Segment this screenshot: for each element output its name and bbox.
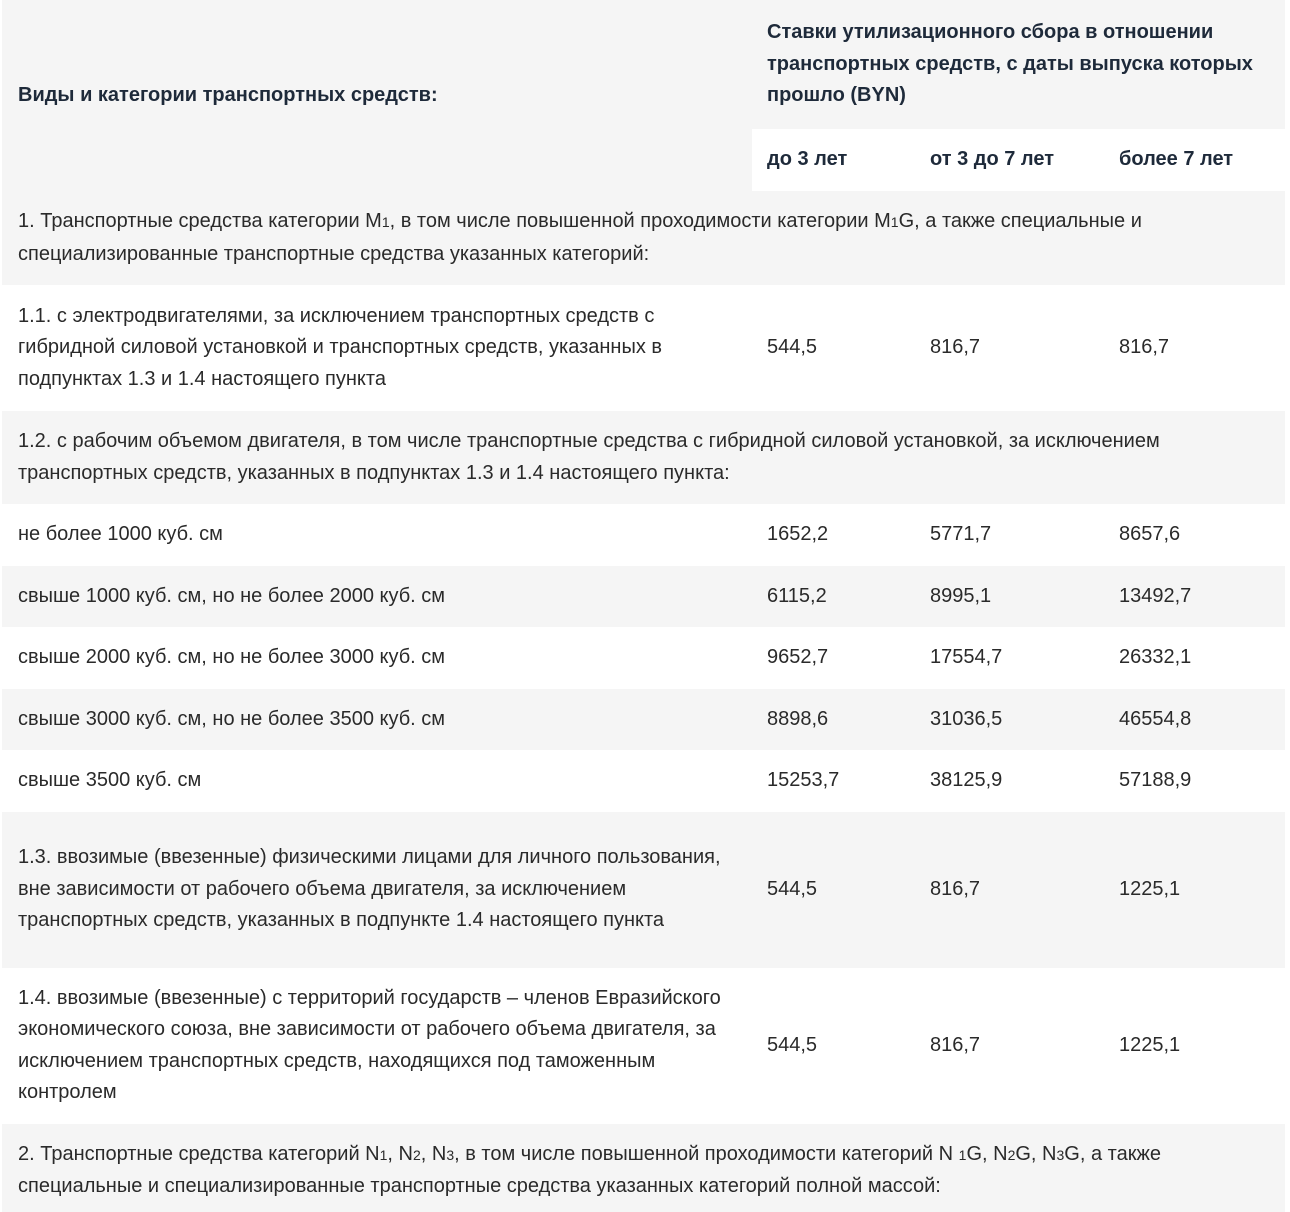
table-row bbox=[2, 627, 1285, 689]
row-label: свыше 2000 куб. см, но не более 3000 куб. см bbox=[2, 627, 752, 689]
vehicle-category-header: Виды и категории транспортных средств: bbox=[2, 0, 752, 191]
table-row-section-2 bbox=[2, 1124, 1285, 1212]
rate-over-7: 1225,1 bbox=[1104, 812, 1285, 968]
rate-over-7: 46554,8 bbox=[1104, 689, 1285, 751]
rate-under-3: 544,5 bbox=[752, 285, 915, 411]
table-row bbox=[2, 504, 1285, 566]
section-heading: 1.2. с рабочим объемом двигателя, в том числе транспортные средства с гибридной силовой установкой, за исключением транспортных средств, указанных в подпунктах 1.3 и 1.4 настоящего пункта: bbox=[2, 411, 1285, 504]
recycling-fee-rates-table bbox=[2, 0, 1285, 1212]
rate-3-to-7: 816,7 bbox=[915, 285, 1104, 411]
rate-over-7: 8657,6 bbox=[1104, 504, 1285, 566]
table-row bbox=[2, 968, 1285, 1124]
table-row bbox=[2, 566, 1285, 628]
rate-over-7: 26332,1 bbox=[1104, 627, 1285, 689]
rate-3-to-7: 38125,9 bbox=[915, 750, 1104, 812]
rate-over-7: 816,7 bbox=[1104, 285, 1285, 411]
row-label: не более 1000 куб. см bbox=[2, 504, 752, 566]
rate-over-7: 57188,9 bbox=[1104, 750, 1285, 812]
rate-under-3: 544,5 bbox=[752, 812, 915, 968]
rate-3-to-7: 816,7 bbox=[915, 968, 1104, 1124]
table-row bbox=[2, 812, 1285, 968]
rate-3-to-7: 17554,7 bbox=[915, 627, 1104, 689]
rate-3-to-7: 8995,1 bbox=[915, 566, 1104, 628]
table-row bbox=[2, 750, 1285, 812]
age-column-header-under-3: до 3 лет bbox=[752, 129, 915, 191]
rate-3-to-7: 5771,7 bbox=[915, 504, 1104, 566]
table-row bbox=[2, 285, 1285, 411]
rate-3-to-7: 31036,5 bbox=[915, 689, 1104, 751]
section-heading: 2. Транспортные средства категорий N1, N2, N3, в том числе повышенной проходимости категорий N 1G, N2G, N3G, а также специальные и специализированные транспортные средства указанных категорий полной массой: bbox=[2, 1124, 1285, 1212]
rate-under-3: 9652,7 bbox=[752, 627, 915, 689]
age-column-header-over-7: более 7 лет bbox=[1104, 129, 1285, 191]
rates-header: Ставки утилизационного сбора в отношении транспортных средств, с даты выпуска которых прошло (BYN) bbox=[752, 0, 1285, 129]
table-row bbox=[2, 689, 1285, 751]
rate-under-3: 544,5 bbox=[752, 968, 915, 1124]
rate-under-3: 8898,6 bbox=[752, 689, 915, 751]
rate-under-3: 6115,2 bbox=[752, 566, 915, 628]
section-heading: 1. Транспортные средства категории M1, в том числе повышенной проходимости категории M1G, а также специальные и специализированные транспортные средства указанных категорий: bbox=[2, 191, 1285, 285]
rate-3-to-7: 816,7 bbox=[915, 812, 1104, 968]
rate-over-7: 1225,1 bbox=[1104, 968, 1285, 1124]
row-label: 1.4. ввозимые (ввезенные) с территорий государств – членов Евразийского экономического союза, вне зависимости от рабочего объема двигателя, за исключением транспортных средств, находящихся под таможенным контролем bbox=[2, 968, 752, 1124]
table-row-section-1-2 bbox=[2, 411, 1285, 504]
row-label: свыше 3000 куб. см, но не более 3500 куб. см bbox=[2, 689, 752, 751]
row-label: свыше 3500 куб. см bbox=[2, 750, 752, 812]
row-label: 1.3. ввозимые (ввезенные) физическими лицами для личного пользования, вне зависимости от рабочего объема двигателя, за исключением транспортных средств, указанных в подпункте 1.4 настоящего пункта bbox=[2, 812, 752, 968]
table-row-section-1 bbox=[2, 191, 1285, 285]
rate-over-7: 13492,7 bbox=[1104, 566, 1285, 628]
row-label: 1.1. с электродвигателями, за исключением транспортных средств с гибридной силовой установкой и транспортных средств, указанных в подпунктах 1.3 и 1.4 настоящего пункта bbox=[2, 285, 752, 411]
row-label: свыше 1000 куб. см, но не более 2000 куб. см bbox=[2, 566, 752, 628]
rate-under-3: 1652,2 bbox=[752, 504, 915, 566]
rate-under-3: 15253,7 bbox=[752, 750, 915, 812]
age-column-header-3-to-7: от 3 до 7 лет bbox=[915, 129, 1104, 191]
